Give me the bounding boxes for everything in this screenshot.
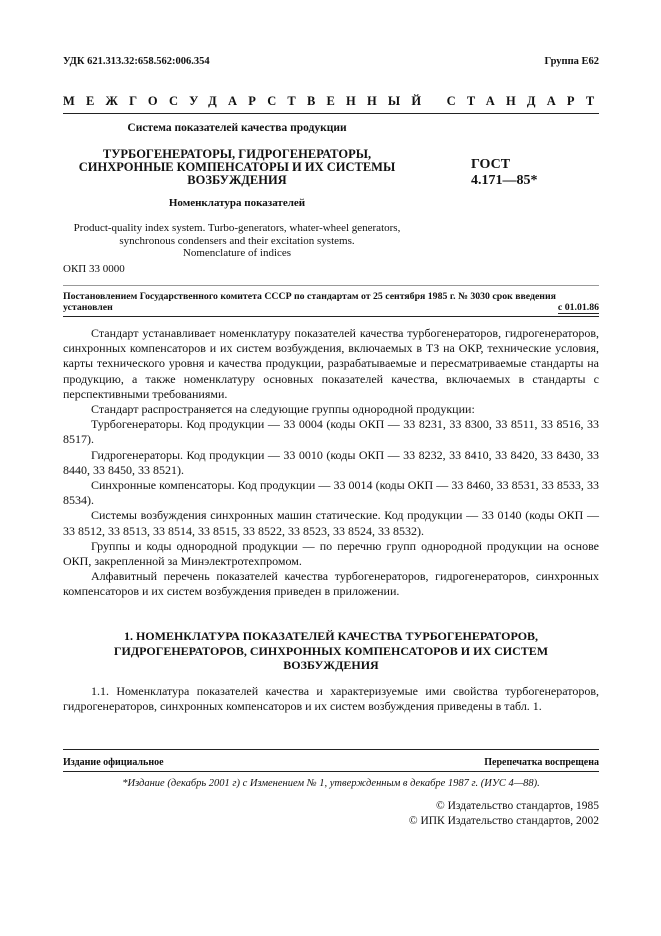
footer-divider [63,749,599,750]
footer-divider-2 [63,771,599,772]
group-code: Группа Е62 [544,56,599,67]
banner-divider [63,113,599,114]
clause-1-1: 1.1. Номенклатура показателей качества и характеризуемые ими свойства турбогенераторов, гидрогенераторов, синхронных компенсаторов и их систем возбуждения приведены в табл. 1. [63,684,599,714]
english-title [63,222,411,260]
heading-line: 1. НОМЕНКЛАТУРА ПОКАЗАТЕЛЕЙ КАЧЕСТВА ТУРБОГЕНЕРАТОРОВ, [123,629,539,643]
system-title: Система показателей качества продукции [127,122,347,134]
title-line: ТУРБОГЕНЕРАТОРЫ, ГИДРОГЕНЕРАТОРЫ, [102,147,372,161]
decree-established: установлен [63,302,113,313]
gost-label: ГОСТ [471,157,511,172]
title-line: ВОЗБУЖДЕНИЯ [187,173,287,187]
decree-divider [63,316,599,317]
title-divider [63,285,599,286]
gost-number: 4.171—85* [471,173,538,188]
section-1-heading [63,629,599,673]
udk-code: УДК 621.313.32:658.562:006.354 [63,56,210,67]
paragraph: Турбогенераторы. Код продукции — 33 0004 (коды ОКП — 33 8231, 33 8300, 33 8511, 33 8516, 33 8517). [63,417,599,447]
paragraph: Алфавитный перечень показателей качества турбогенераторов, гидрогенераторов, синхронных компенсаторов и их систем возбуждения приведен в приложении. [63,569,599,599]
copyright-line: © Издательство стандартов, 1985 [435,800,599,812]
body-text [63,326,599,600]
title-line: СИНХРОННЫЕ КОМПЕНСАТОРЫ И ИХ СИСТЕМЫ [78,160,396,174]
heading-line: ВОЗБУЖДЕНИЯ [283,658,379,672]
decree-line: Постановлением Государственного комитета СССР по стандартам от 25 сентября 1985 г. № 3030 срок введения [63,291,556,302]
paragraph: Синхронные компенсаторы. Код продукции — 33 0014 (коды ОКП — 33 8460, 33 8531, 33 8533, 33 8534). [63,478,599,508]
paragraph: Системы возбуждения синхронных машин статические. Код продукции — 33 0140 (коды ОКП — 33 8512, 33 8513, 33 8514, 33 8515, 33 8522, 33 8523, 33 8524, 33 8532). [63,508,599,538]
decree-block [63,291,599,313]
edition-note: *Издание (декабрь 2001 г) с Изменением № 1, утвержденным в декабре 1987 г. (ИУС 4—88). [122,778,540,789]
english-title-line: Nomenclature of indices [182,247,292,260]
gost-designation [471,157,538,189]
heading-line: ГИДРОГЕНЕРАТОРОВ, СИНХРОННЫХ КОМПЕНСАТОРОВ И ИХ СИСТЕМ [113,643,549,658]
copyright-line: © ИПК Издательство стандартов, 2002 [408,815,599,827]
official-edition-label: Издание официальное [63,757,164,768]
reprint-prohibited-label: Перепечатка воспрещена [484,757,599,768]
paragraph: Стандарт устанавливает номенклатуру показателей качества турбогенераторов, гидрогенераторов, синхронных компенсаторов и их систем возбуждения, включаемых в ТЗ на ОКР, технические условия, карты технического уровня и качества продукции, разрабатываемые и пересматриваемые стандарты на продукцию, а также номенклатуру основных показателей качества, включаемых в стандарты с перспективными требованиями. [63,326,599,401]
paragraph: Стандарт распространяется на следующие группы однородной продукции: [91,402,475,417]
document-subtitle: Номенклатура показателей [168,197,306,209]
english-title-line: synchronous condensers and their excitation systems. [119,234,355,247]
document-title [63,148,411,187]
decree-line-2 [63,302,599,313]
paragraph: Группы и коды однородной продукции — по перечню групп однородной продукции на основе ОКП, закрепленной за Минэлектротехпромом. [63,538,599,569]
interstate-standard-banner: МЕЖГОСУДАРСТВЕННЫЙ СТАНДАРТ [63,94,606,108]
english-title-line: Product-quality index system. Turbo-generators, whater-wheel generators, [73,222,401,234]
copyright-block [409,799,599,829]
effective-date: с 01.01.86 [557,302,599,313]
paragraph: Гидрогенераторы. Код продукции — 33 0010 (коды ОКП — 33 8232, 33 8410, 33 8420, 33 8430, 33 8440, 33 8450, 33 8521). [63,447,599,477]
okp-code: ОКП 33 0000 [63,263,125,275]
